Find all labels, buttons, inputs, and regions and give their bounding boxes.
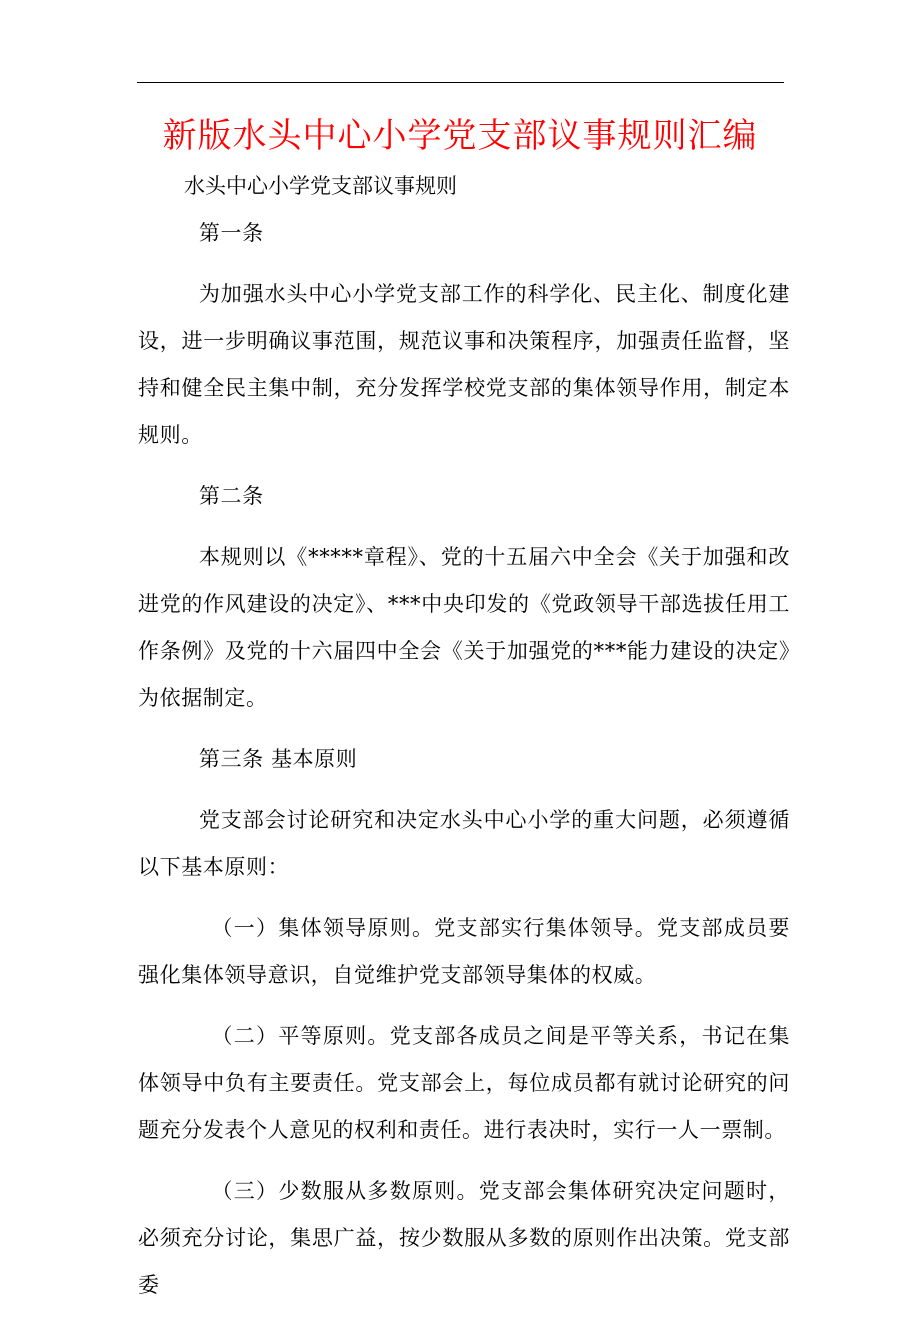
document-title: 新版水头中心小学党支部议事规则汇编	[162, 116, 758, 156]
article-2-text: 本规则以《*****章程》、党的十五届六中全会《关于加强和改进党的作风建设的决定》、***中央印发的《党政领导干部选拔任用工作条例》及党的十六届四中全会《关于加强党的***能力建设的决定》为依据制定。	[138, 545, 790, 710]
article-1-text: 为加强水头中心小学党支部工作的科学化、民主化、制度化建设，进一步明确议事范围，规范议事和决策程序，加强责任监督，坚持和健全民主集中制，充分发挥学校党支部的集体领导作用，制定本规则。	[138, 282, 790, 447]
principle-3: （三）少数服从多数原则。党支部会集体研究决定问题时，必须充分讨论，集思广益，按少数服从多数的原则作出决策。党支部委	[138, 1179, 790, 1297]
header-rule	[137, 82, 784, 83]
document-subtitle: 水头中心小学党支部议事规则	[184, 174, 457, 198]
article-3-heading: 第三条 基本原则	[198, 747, 358, 771]
principle-2: （二）平等原则。党支部各成员之间是平等关系，书记在集体领导中负有主要责任。党支部会上，每位成员都有就讨论研究的问题充分发表个人意见的权利和责任。进行表决时，实行一人一票制。	[138, 1024, 790, 1142]
principle-1: （一）集体领导原则。党支部实行集体领导。党支部成员要强化集体领导意识，自觉维护党支部领导集体的权威。	[138, 916, 790, 987]
document-body	[138, 210, 790, 1323]
article-2-heading: 第二条	[198, 484, 264, 508]
article-1-heading: 第一条	[198, 221, 264, 245]
article-3-intro: 党支部会讨论研究和决定水头中心小学的重大问题，必须遵循以下基本原则：	[138, 808, 790, 879]
